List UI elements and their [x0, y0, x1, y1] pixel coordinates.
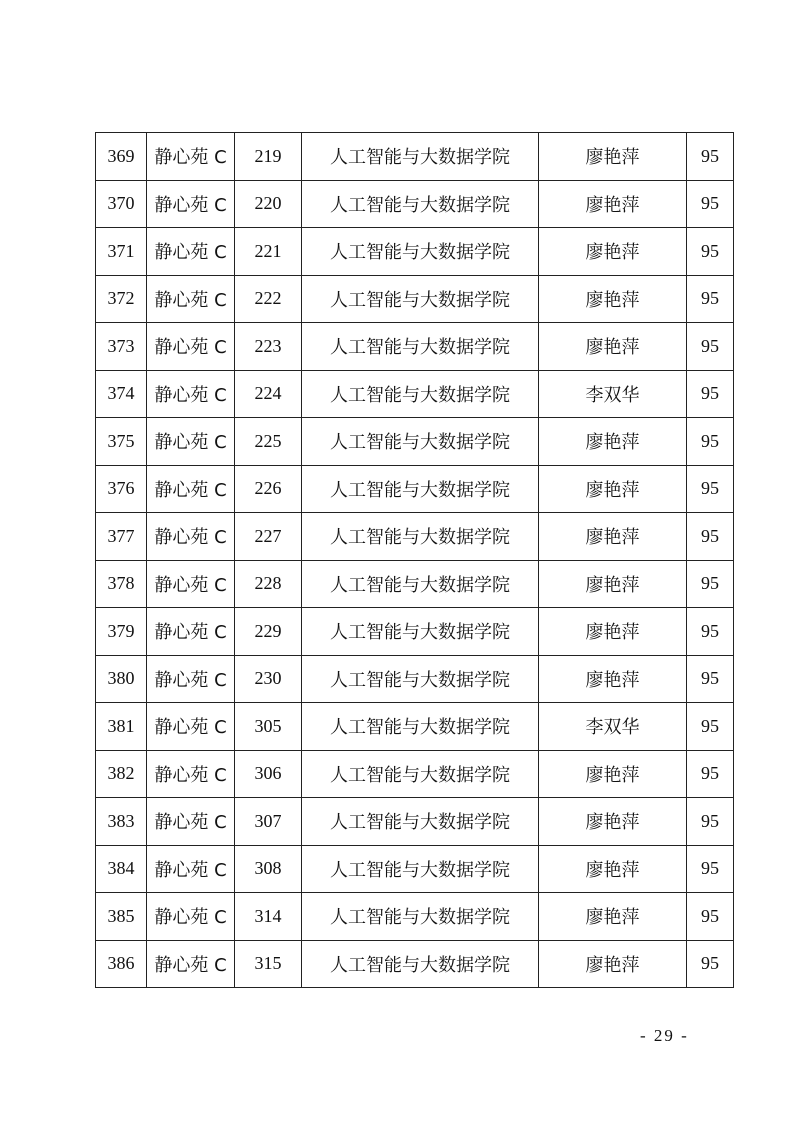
table-row	[96, 940, 734, 988]
building-cell: 静心苑 C	[147, 228, 235, 276]
college-cell: 人工智能与大数据学院	[302, 465, 539, 513]
room-number-cell: 219	[235, 133, 302, 181]
room-number-cell: 229	[235, 608, 302, 656]
person-cell: 廖艳萍	[539, 465, 687, 513]
room-number-cell: 228	[235, 560, 302, 608]
person-cell: 廖艳萍	[539, 323, 687, 371]
score-cell: 95	[687, 703, 734, 751]
person-cell: 廖艳萍	[539, 275, 687, 323]
building-cell: 静心苑 C	[147, 608, 235, 656]
row-number-cell: 377	[96, 513, 147, 561]
building-cell: 静心苑 C	[147, 513, 235, 561]
row-number-cell: 386	[96, 940, 147, 988]
row-number-cell: 370	[96, 180, 147, 228]
score-cell: 95	[687, 133, 734, 181]
person-cell: 李双华	[539, 703, 687, 751]
college-cell: 人工智能与大数据学院	[302, 655, 539, 703]
person-cell: 廖艳萍	[539, 940, 687, 988]
college-cell: 人工智能与大数据学院	[302, 228, 539, 276]
score-cell: 95	[687, 845, 734, 893]
person-cell: 廖艳萍	[539, 513, 687, 561]
room-number-cell: 225	[235, 418, 302, 466]
room-number-cell: 223	[235, 323, 302, 371]
score-cell: 95	[687, 893, 734, 941]
table-row	[96, 228, 734, 276]
row-number-cell: 373	[96, 323, 147, 371]
row-number-cell: 381	[96, 703, 147, 751]
building-cell: 静心苑 C	[147, 180, 235, 228]
building-cell: 静心苑 C	[147, 845, 235, 893]
row-number-cell: 384	[96, 845, 147, 893]
college-cell: 人工智能与大数据学院	[302, 750, 539, 798]
score-cell: 95	[687, 655, 734, 703]
room-number-cell: 220	[235, 180, 302, 228]
room-number-cell: 306	[235, 750, 302, 798]
score-cell: 95	[687, 798, 734, 846]
person-cell: 廖艳萍	[539, 893, 687, 941]
room-number-cell: 230	[235, 655, 302, 703]
score-cell: 95	[687, 560, 734, 608]
table-row	[96, 750, 734, 798]
row-number-cell: 369	[96, 133, 147, 181]
row-number-cell: 371	[96, 228, 147, 276]
college-cell: 人工智能与大数据学院	[302, 323, 539, 371]
table-row	[96, 370, 734, 418]
table-row	[96, 845, 734, 893]
table-row	[96, 893, 734, 941]
person-cell: 廖艳萍	[539, 750, 687, 798]
building-cell: 静心苑 C	[147, 560, 235, 608]
row-number-cell: 378	[96, 560, 147, 608]
person-cell: 廖艳萍	[539, 228, 687, 276]
room-number-cell: 315	[235, 940, 302, 988]
table-row	[96, 655, 734, 703]
college-cell: 人工智能与大数据学院	[302, 418, 539, 466]
building-cell: 静心苑 C	[147, 750, 235, 798]
college-cell: 人工智能与大数据学院	[302, 513, 539, 561]
table-row	[96, 275, 734, 323]
row-number-cell: 376	[96, 465, 147, 513]
row-number-cell: 374	[96, 370, 147, 418]
score-cell: 95	[687, 750, 734, 798]
room-number-cell: 305	[235, 703, 302, 751]
person-cell: 廖艳萍	[539, 133, 687, 181]
score-cell: 95	[687, 465, 734, 513]
person-cell: 李双华	[539, 370, 687, 418]
college-cell: 人工智能与大数据学院	[302, 370, 539, 418]
score-cell: 95	[687, 275, 734, 323]
building-cell: 静心苑 C	[147, 703, 235, 751]
college-cell: 人工智能与大数据学院	[302, 703, 539, 751]
score-cell: 95	[687, 940, 734, 988]
table-row	[96, 703, 734, 751]
building-cell: 静心苑 C	[147, 323, 235, 371]
room-number-cell: 308	[235, 845, 302, 893]
table-row	[96, 418, 734, 466]
table-row	[96, 560, 734, 608]
college-cell: 人工智能与大数据学院	[302, 180, 539, 228]
college-cell: 人工智能与大数据学院	[302, 940, 539, 988]
room-number-cell: 221	[235, 228, 302, 276]
score-cell: 95	[687, 608, 734, 656]
score-cell: 95	[687, 180, 734, 228]
table-row	[96, 465, 734, 513]
college-cell: 人工智能与大数据学院	[302, 560, 539, 608]
room-number-cell: 314	[235, 893, 302, 941]
person-cell: 廖艳萍	[539, 845, 687, 893]
room-number-cell: 224	[235, 370, 302, 418]
page-number: - 29 -	[640, 1026, 689, 1045]
row-number-cell: 383	[96, 798, 147, 846]
score-cell: 95	[687, 228, 734, 276]
building-cell: 静心苑 C	[147, 418, 235, 466]
row-number-cell: 379	[96, 608, 147, 656]
room-number-cell: 222	[235, 275, 302, 323]
building-cell: 静心苑 C	[147, 370, 235, 418]
table-row	[96, 323, 734, 371]
table-row	[96, 513, 734, 561]
person-cell: 廖艳萍	[539, 798, 687, 846]
table-row	[96, 180, 734, 228]
building-cell: 静心苑 C	[147, 940, 235, 988]
college-cell: 人工智能与大数据学院	[302, 798, 539, 846]
table-row	[96, 798, 734, 846]
row-number-cell: 380	[96, 655, 147, 703]
room-number-cell: 307	[235, 798, 302, 846]
room-number-cell: 226	[235, 465, 302, 513]
score-cell: 95	[687, 418, 734, 466]
building-cell: 静心苑 C	[147, 465, 235, 513]
college-cell: 人工智能与大数据学院	[302, 275, 539, 323]
building-cell: 静心苑 C	[147, 133, 235, 181]
room-number-cell: 227	[235, 513, 302, 561]
building-cell: 静心苑 C	[147, 893, 235, 941]
college-cell: 人工智能与大数据学院	[302, 845, 539, 893]
college-cell: 人工智能与大数据学院	[302, 893, 539, 941]
building-cell: 静心苑 C	[147, 275, 235, 323]
score-cell: 95	[687, 513, 734, 561]
person-cell: 廖艳萍	[539, 608, 687, 656]
row-number-cell: 372	[96, 275, 147, 323]
table-row	[96, 608, 734, 656]
score-cell: 95	[687, 370, 734, 418]
row-number-cell: 382	[96, 750, 147, 798]
table-body	[96, 133, 734, 988]
row-number-cell: 375	[96, 418, 147, 466]
person-cell: 廖艳萍	[539, 418, 687, 466]
row-number-cell: 385	[96, 893, 147, 941]
table-row	[96, 133, 734, 181]
building-cell: 静心苑 C	[147, 655, 235, 703]
building-cell: 静心苑 C	[147, 798, 235, 846]
score-cell: 95	[687, 323, 734, 371]
person-cell: 廖艳萍	[539, 180, 687, 228]
college-cell: 人工智能与大数据学院	[302, 608, 539, 656]
person-cell: 廖艳萍	[539, 560, 687, 608]
college-cell: 人工智能与大数据学院	[302, 133, 539, 181]
person-cell: 廖艳萍	[539, 655, 687, 703]
dormitory-score-table	[95, 132, 734, 988]
